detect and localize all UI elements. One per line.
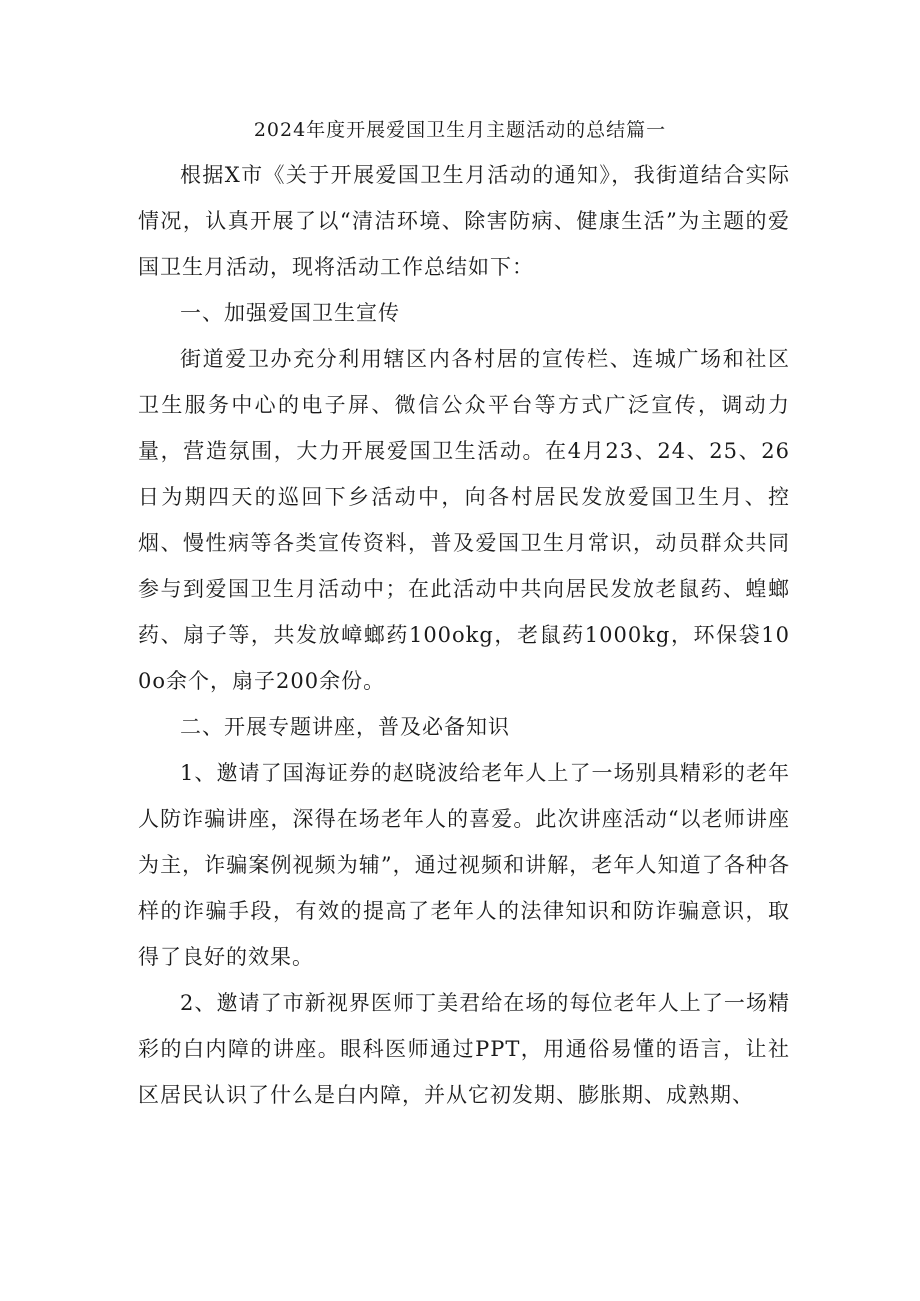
document-body	[138, 152, 790, 1118]
paragraph-intro: 根据X市《关于开展爱国卫生月活动的通知》，我街道结合实际情况，认真开展了以“清洁环境、除害防病、健康生活”为主题的爱国卫生月活动，现将活动工作总结如下：	[138, 163, 790, 279]
section-heading-lectures: 二、开展专题讲座，普及必备知识	[180, 715, 510, 739]
section-heading-publicity: 一、加强爱国卫生宣传	[180, 301, 400, 325]
paragraph-publicity: 街道爱卫办充分利用辖区内各村居的宣传栏、连城广场和社区卫生服务中心的电子屏、微信公众平台等方式广泛宣传，调动力量，营造氛围，大力开展爱国卫生活动。在4月23、24、25、26日为期四天的巡回下乡活动中，向各村居民发放爱国卫生月、控烟、慢性病等各类宣传资料，普及爱国卫生月常识，动员群众共同参与到爱国卫生月活动中；在此活动中共向居民发放老鼠药、蝗螂药、扇子等，共发放嶂螂药100okg，老鼠药1000kg，环保袋100o余个，扇子200余份。	[138, 347, 790, 693]
paragraph-lecture-fraud: 1、邀请了国海证券的赵晓波给老年人上了一场别具精彩的老年人防诈骗讲座，深得在场老年人的喜爱。此次讲座活动“以老师讲座为主，诈骗案例视频为辅”，通过视频和讲解，老年人知道了各种各样的诈骗手段，有效的提高了老年人的法律知识和防诈骗意识，取得了良好的效果。	[138, 761, 790, 969]
document-title: 2024年度开展爱国卫生月主题活动的总结篇一	[253, 119, 667, 141]
paragraph-lecture-cataract: 2、邀请了市新视界医师丁美君给在场的每位老年人上了一场精彩的白内障的讲座。眼科医师通过PPT，用通俗易懂的语言，让社区居民认识了什么是白内障，并从它初发期、膨胀期、成熟期、	[138, 991, 790, 1107]
